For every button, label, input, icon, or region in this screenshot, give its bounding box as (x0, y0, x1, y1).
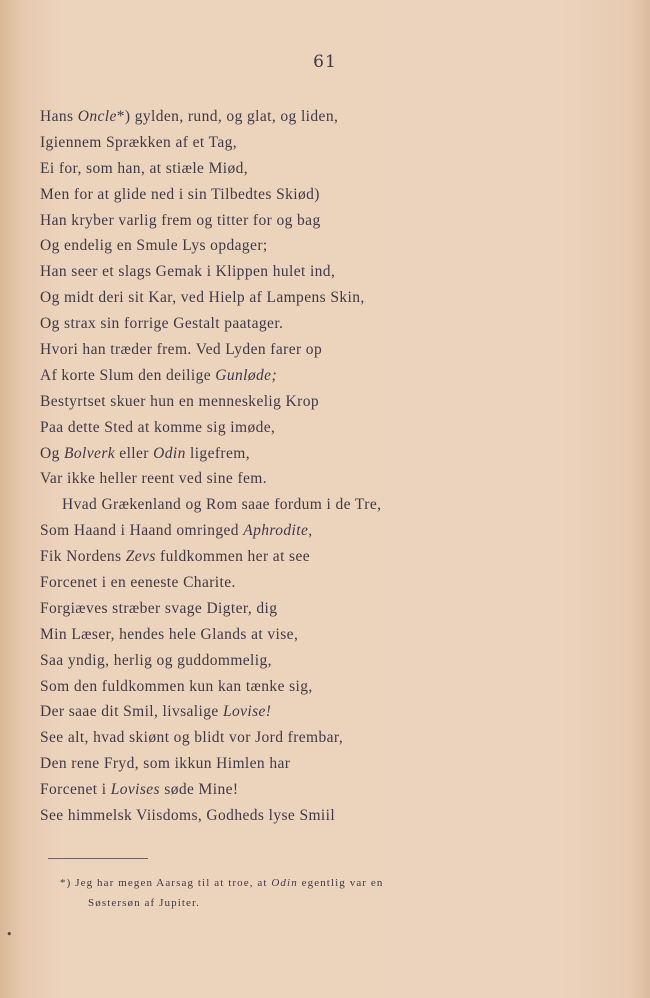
italic-name: Aphrodite, (243, 522, 313, 540)
poem-line (40, 104, 600, 130)
poem-line (40, 337, 600, 363)
poem-line (40, 803, 600, 829)
text-segment: Fik Nordens (40, 548, 126, 566)
footnote-line (60, 893, 580, 913)
poem-line (40, 233, 600, 259)
poem-line (40, 648, 600, 674)
poem-line (40, 363, 600, 389)
italic-name: Bolverk (64, 444, 116, 462)
italic-name: Lovise! (222, 703, 272, 721)
poem-line (40, 130, 600, 156)
poem-line (40, 466, 600, 492)
text-segment: Og (40, 444, 65, 462)
margin-mark: • (6, 928, 13, 941)
poem-line (40, 751, 600, 777)
text-segment: Og endelig en Smule Lys opdager; (40, 237, 268, 255)
italic-name: Gunløde; (215, 366, 278, 384)
text-segment: Som Haand i Haand omringed (40, 522, 244, 540)
text-segment: Igiennem Sprækken af et Tag, (40, 133, 238, 151)
poem-text (40, 104, 600, 829)
italic-name: Zevs (125, 548, 156, 566)
text-segment: Og midt deri sit Kar, ved Hielp af Lampens Skin, (40, 289, 365, 307)
footnote-line (60, 873, 580, 893)
text-segment: *) Jeg har megen Aarsag til at troe, at (60, 877, 272, 889)
text-segment: Forcenet i en eeneste Charite. (40, 574, 236, 592)
text-segment: Søstersøn af Jupiter. (88, 897, 201, 909)
text-segment: Som den fuldkommen kun kan tænke sig, (40, 677, 313, 695)
poem-line (40, 156, 600, 182)
italic-name: Odin (271, 877, 298, 889)
page-number: 61 (313, 52, 337, 72)
italic-name: Lovises (110, 781, 160, 799)
poem-line (40, 415, 600, 441)
text-segment: Han kryber varlig frem og titter for og bag (40, 211, 321, 229)
text-segment: fuldkommen her at see (155, 548, 311, 566)
poem-line (40, 259, 600, 285)
text-segment: Ei for, som han, at stiæle Miød, (40, 159, 249, 177)
poem-line (40, 208, 600, 234)
poem-line (40, 182, 600, 208)
text-segment: ligefrem, (185, 444, 250, 462)
italic-name: Oncle (77, 108, 117, 125)
poem-line (40, 311, 600, 337)
poem-line (40, 492, 600, 518)
poem-line (40, 518, 600, 544)
italic-name: Odin (153, 444, 186, 462)
text-segment: Og strax sin forrige Gestalt paatager. (40, 315, 284, 333)
footnote-divider (48, 858, 148, 859)
text-segment: eller (115, 444, 154, 462)
text-segment: Forcenet i (40, 781, 111, 799)
text-segment: Der saae dit Smil, livsalige (40, 703, 223, 721)
poem-line (40, 441, 600, 467)
poem-line (40, 725, 600, 751)
poem-line (40, 622, 600, 648)
text-segment: Hans (40, 108, 78, 125)
text-segment: egentlig var en (297, 877, 384, 889)
text-segment: See himmelsk Viisdoms, Godheds lyse Smiil (40, 807, 336, 825)
poem-line (40, 596, 600, 622)
text-segment: Bestyrtset skuer hun en menneskelig Krop (40, 392, 320, 410)
poem-line (40, 285, 600, 311)
text-segment: Forgiæves stræber svage Digter, dig (40, 599, 278, 617)
poem-line (40, 777, 600, 803)
text-segment: Den rene Fryd, som ikkun Himlen har (40, 755, 291, 773)
text-segment: Hvori han træder frem. Ved Lyden farer op (40, 341, 323, 359)
poem-line (40, 389, 600, 415)
poem-line (40, 544, 600, 570)
text-segment: See alt, hvad skiønt og blidt vor Jord frembar, (40, 729, 344, 747)
footnote (60, 873, 580, 913)
text-segment: Hvad Grækenland og Rom saae fordum i de Tre, (62, 496, 382, 514)
text-segment: Var ikke heller reent ved sine fem. (40, 470, 268, 488)
text-segment: *) gylden, rund, og glat, og liden, (116, 108, 339, 125)
poem-line (40, 674, 600, 700)
poem-line (40, 699, 600, 725)
text-segment: Saa yndig, herlig og guddommelig, (40, 651, 272, 669)
text-segment: Af korte Slum den deilige (40, 366, 216, 384)
text-segment: Paa dette Sted at komme sig imøde, (40, 418, 276, 436)
text-segment: Men for at glide ned i sin Tilbedtes Skiød) (40, 185, 320, 203)
text-segment: Min Læser, hendes hele Glands at vise, (40, 625, 299, 643)
poem-line (40, 570, 600, 596)
text-segment: søde Mine! (160, 781, 239, 799)
text-segment: Han seer et slags Gemak i Klippen hulet ind, (40, 263, 336, 281)
